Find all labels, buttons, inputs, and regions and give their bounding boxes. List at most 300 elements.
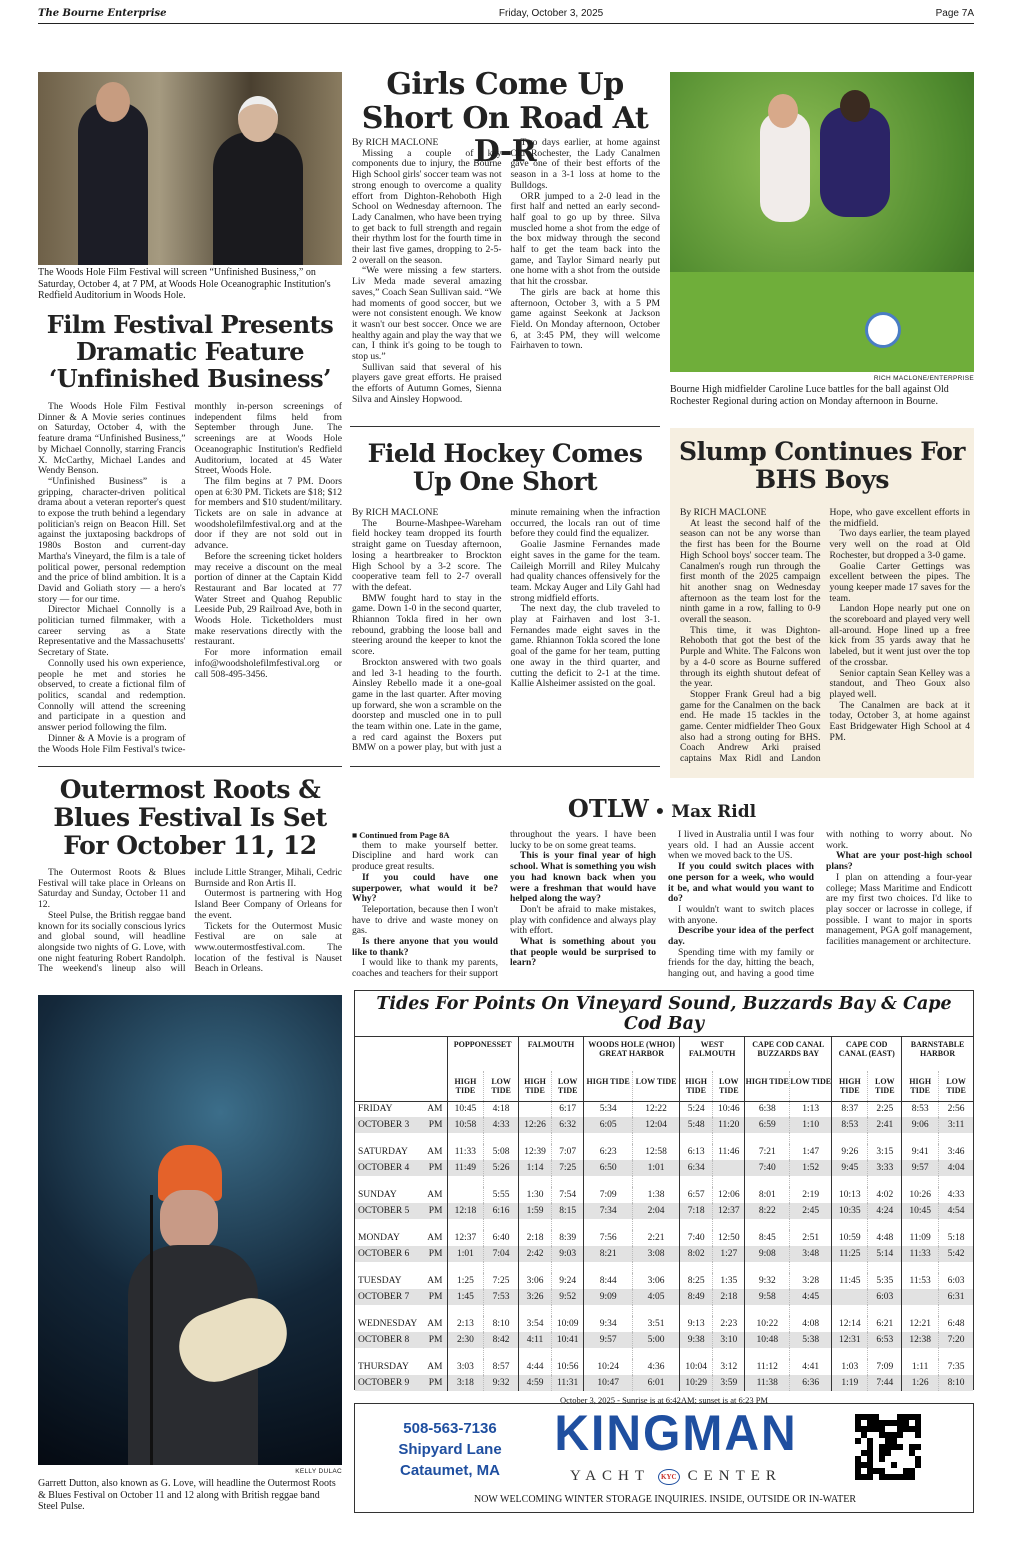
- slump-headline: Slump Continues For BHS Boys: [679, 437, 965, 494]
- tide-time: 1:27: [713, 1246, 745, 1262]
- tide-time: 5:38: [790, 1332, 832, 1348]
- tide-row: [355, 1375, 973, 1391]
- tide-time: 3:10: [713, 1332, 745, 1348]
- tide-time: 1:35: [713, 1273, 745, 1289]
- otlw-article-body: [352, 830, 972, 984]
- film-still-photo: [38, 72, 342, 265]
- tide-time: 12:21: [902, 1316, 939, 1332]
- tide-time: 6:01: [633, 1375, 680, 1391]
- tide-time: 6:03: [939, 1273, 973, 1289]
- ampm: PM: [428, 1120, 443, 1130]
- tide-time: 6:32: [552, 1117, 584, 1133]
- tide-time: 2:42: [518, 1246, 551, 1262]
- tide-row: [355, 1203, 973, 1219]
- day-label: OCTOBER 6: [358, 1249, 410, 1259]
- outermost-article-body: [38, 868, 342, 986]
- tide-time: 9:09: [584, 1289, 633, 1305]
- tide-time: 8:02: [680, 1246, 713, 1262]
- ad-kyc-badge: KYC: [658, 1469, 680, 1485]
- day-label: SUNDAY: [358, 1190, 397, 1200]
- tide-time: 8:57: [484, 1359, 519, 1375]
- ad-center: CENTER: [687, 1468, 782, 1484]
- film-headline: Film Festival Presents Dramatic Feature ‘Unfinished Business’: [46, 310, 334, 393]
- article-paragraph: Tickets for the Outermost Music Festival are on sale at www.outermostfestival.com. The location of the festival is Nauset Beach in Orleans.: [194, 920, 342, 975]
- tide-time: 6:38: [745, 1101, 790, 1117]
- day-label: TUESDAY: [358, 1276, 402, 1286]
- tide-time: 1:52: [790, 1160, 832, 1176]
- low-tide-header: LOW TIDE: [552, 1071, 584, 1101]
- high-tide-header: HIGH TIDE: [902, 1071, 939, 1101]
- issue-date: Friday, October 3, 2025: [498, 8, 604, 19]
- tide-time: 7:07: [552, 1144, 584, 1160]
- tide-time: 3:51: [633, 1316, 680, 1332]
- soccer-photo-caption: Bourne High midfielder Caroline Luce battles for the ball against Old Rochester Regional during action on Monday afternoon in Bourne.: [670, 384, 949, 407]
- article-paragraph: “We were missing a few starters. Liv Meda made several amazing saves,” Coach Sean Sullivan said. “We had moments of good soccer, but we were not consistent enough. We know it wasn't our best soccer. Once we are healthy again and play the way that we can, I think it's going to be tough to stop us.”: [352, 265, 502, 363]
- article-paragraph: At least the second half of the season can not be any worse than the first has been for the Bourne High School boys' soccer team. The Canalmen's rough run through the first month of the 2025 campaign hit another snag on Wednesday afternoon as the team lost for the ninth game in a row, falling to 0-9 overall the season.: [680, 517, 821, 626]
- ad-town: Cataumet, MA: [399, 1462, 500, 1479]
- tide-time: 5:34: [584, 1101, 633, 1117]
- tide-time: 3:28: [790, 1273, 832, 1289]
- ampm: AM: [427, 1319, 443, 1329]
- tide-time: 1:14: [518, 1160, 551, 1176]
- tide-time: 7:09: [584, 1187, 633, 1203]
- tide-time: 1:19: [832, 1375, 868, 1391]
- tide-time: 10:45: [902, 1203, 939, 1219]
- tide-time: 8:21: [584, 1246, 633, 1262]
- article-paragraph: Sullivan said that several of his players gave great efforts. He praised the efforts of Autumn Gomes, Sienna Silva and Ainsley Hopwood.: [352, 361, 502, 405]
- tide-time: 6:17: [552, 1101, 584, 1117]
- otlw-heading: [350, 794, 974, 823]
- tide-time: 10:35: [832, 1203, 868, 1219]
- tide-time: 5:00: [633, 1332, 680, 1348]
- tide-time: 9:26: [832, 1144, 868, 1160]
- article-paragraph: I would like to thank my parents, coaches and teachers for their support throughout the years. I have been lucky to be on some great teams.: [352, 829, 656, 980]
- tide-time: 12:58: [633, 1144, 680, 1160]
- ampm: PM: [428, 1335, 443, 1345]
- article-paragraph: If you could switch places with one person for a week, who would it be, and what would you want to do?: [668, 861, 814, 905]
- soccer-action-photo: [670, 72, 974, 372]
- tide-time: 12:50: [713, 1230, 745, 1246]
- ad-brand-logo: KINGMAN: [554, 1405, 798, 1462]
- article-paragraph: Two days earlier, at home against Old Rochester, the Lady Canalmen gave one of their best efforts of the season in a 3-1 loss at home to the Bulldogs.: [510, 137, 660, 191]
- tide-time: 10:29: [680, 1375, 713, 1391]
- tide-time: [713, 1160, 745, 1176]
- tide-time: 12:37: [447, 1230, 484, 1246]
- article-paragraph: The girls are back at home this afternoon, October 3, with a 5 PM game against Seekonk at Jackson Field. On Monday afternoon, October 6, at 3:45 PM, they will welcome Fairhaven to town.: [510, 286, 660, 352]
- tide-time: 8:49: [680, 1289, 713, 1305]
- article-paragraph: The Woods Hole Film Festival Dinner & A Movie series continues on Saturday, October 4, with the feature drama “Unfinished Business,” by Michael Connolly, starring Francis X. McCarthy, Michael Landes and Wendy Benson.: [38, 401, 186, 477]
- tide-time: 6:05: [584, 1117, 633, 1133]
- day-label: SATURDAY: [358, 1147, 408, 1157]
- tide-location-header: CAPE COD CANAL BUZZARDS BAY: [745, 1037, 832, 1071]
- tide-time: 6:36: [790, 1375, 832, 1391]
- tide-time: 6:53: [868, 1332, 902, 1348]
- article-paragraph: Spending time with my family or friends for the day, hitting the beach, hanging out, and having a good time with nothing to worry about. No work.: [668, 829, 972, 980]
- tide-time: 7:25: [552, 1160, 584, 1176]
- byline: By RICH MACLONE: [680, 507, 767, 518]
- tide-time: 6:13: [680, 1144, 713, 1160]
- tide-time: 8:25: [680, 1273, 713, 1289]
- tide-time: 8:39: [552, 1230, 584, 1246]
- article-paragraph: Goalie Jasmine Fernandes made eight saves in the game for the team. Caileigh Morrill and Riley Mulcahy had quality chances offensively for the team. Mckay Auger and Lily Gahl had strong midfield efforts.: [510, 539, 660, 604]
- tide-time: 2:51: [790, 1230, 832, 1246]
- tide-time: 7:40: [680, 1230, 713, 1246]
- tide-time: 7:25: [484, 1273, 519, 1289]
- tide-time: 6:48: [939, 1316, 973, 1332]
- tide-time: 9:03: [552, 1246, 584, 1262]
- tide-time: 4:05: [633, 1289, 680, 1305]
- tide-time: [902, 1289, 939, 1305]
- article-paragraph: them to make yourself better. Discipline and hard work can produce great results.: [352, 839, 498, 873]
- tide-time: 8:53: [902, 1101, 939, 1117]
- otlw-title: OTLW: [567, 794, 649, 823]
- tide-time: 5:26: [484, 1160, 519, 1176]
- tide-time: 1:30: [518, 1187, 551, 1203]
- tide-time: 6:23: [584, 1144, 633, 1160]
- day-label: OCTOBER 3: [358, 1120, 410, 1130]
- tide-time: 4:44: [518, 1359, 551, 1375]
- article-paragraph: Landon Hope nearly put one on the scoreboard and played very well all-around. Hope lined up a free kick from 35 yards away that he labeled, but it went just over the top of the crossbar.: [829, 603, 970, 668]
- tide-time: 6:16: [484, 1203, 519, 1219]
- concert-photo-caption: Garrett Dutton, also known as G. Love, will headline the Outermost Roots & Blues Festival on October 11 and 12 along with British reggae band Steel Pulse.: [38, 1478, 336, 1512]
- article-paragraph: The next day, the club traveled to play at Fairhaven and lost 3-1. Fernandes made eight saves in the game. Rhiannon Tokla scored the lone goal of the game for her team, putting one away in the third quarter, and cutting the deficit to 2-1 at the time. Kallie Alsheimer assisted on the goal.: [510, 603, 660, 690]
- tide-time: [447, 1187, 484, 1203]
- tide-time: 6:57: [680, 1187, 713, 1203]
- ampm: PM: [428, 1163, 443, 1173]
- tide-time: 12:06: [713, 1187, 745, 1203]
- tide-table: [355, 1037, 973, 1391]
- day-label: OCTOBER 5: [358, 1206, 410, 1216]
- qr-code-icon[interactable]: [855, 1414, 921, 1480]
- tide-row: [355, 1117, 973, 1133]
- tide-time: 3:26: [518, 1289, 551, 1305]
- article-paragraph: Steel Pulse, the British reggae band known for its socially conscious lyrics and global sound, will headline alongside two nights of G. Love, with one night featuring Robert Randolph. The weekend's lineup also will include Little Stranger, Mihali, Cedric Burnside and Ron Artis II.: [38, 867, 342, 975]
- high-tide-header: HIGH TIDE: [680, 1071, 713, 1101]
- ad-yacht: YACHT: [570, 1468, 651, 1484]
- tide-time: 12:38: [902, 1332, 939, 1348]
- article-paragraph: This is your final year of high school. What is something you wish you had known back when you were a freshman that would have helped along the way?: [510, 850, 656, 905]
- tide-time: 4:33: [939, 1187, 973, 1203]
- article-paragraph: Don't be afraid to make mistakes, play with confidence and always play with effort.: [510, 903, 656, 937]
- tide-time: 10:47: [584, 1375, 633, 1391]
- tide-time: 2:13: [447, 1316, 484, 1332]
- tide-time: 10:13: [832, 1187, 868, 1203]
- tide-time: 9:58: [745, 1289, 790, 1305]
- ampm: AM: [427, 1362, 443, 1372]
- tide-time: 1:03: [832, 1359, 868, 1375]
- tide-time: 3:08: [633, 1246, 680, 1262]
- sun-times: October 3, 2025 - Sunrise is at 6:42AM; sunset is at 6:23 PM: [559, 1395, 768, 1405]
- tide-time: 3:48: [790, 1246, 832, 1262]
- tide-time: 9:52: [552, 1289, 584, 1305]
- tide-time: 3:18: [447, 1375, 484, 1391]
- tide-location-header: WEST FALMOUTH: [680, 1037, 745, 1071]
- tide-time: 3:46: [939, 1144, 973, 1160]
- tide-time: 4:18: [484, 1101, 519, 1117]
- tide-time: 10:45: [447, 1101, 484, 1117]
- tide-time: 1:38: [633, 1187, 680, 1203]
- tide-time: 4:24: [868, 1203, 902, 1219]
- tide-time: 9:06: [902, 1117, 939, 1133]
- tide-time: 10:09: [552, 1316, 584, 1332]
- concert-photo-credit: KELLY DULAC: [295, 1468, 342, 1475]
- tide-time: 4:54: [939, 1203, 973, 1219]
- tide-time: 5:24: [680, 1101, 713, 1117]
- tide-time: 5:42: [939, 1246, 973, 1262]
- tide-time: 12:39: [518, 1144, 551, 1160]
- tide-time: 10:04: [680, 1359, 713, 1375]
- tide-location-header: POPPONESSET: [447, 1037, 518, 1071]
- tide-time: 1:01: [447, 1246, 484, 1262]
- article-paragraph: Outermost is partnering with Hog Island Beer Company of Orleans for the event.: [194, 888, 342, 921]
- article-paragraph: BMW fought hard to stay in the game. Down 1-0 in the second quarter, Rhiannon Tokla fired in her own rebound, grabbing the loose ball and steering around the keeper to knot the score.: [352, 592, 502, 658]
- article-paragraph: Teleportation, because then I won't have to drive and waste money on gas.: [352, 903, 498, 937]
- tide-time: 6:40: [484, 1230, 519, 1246]
- tide-time: 10:59: [832, 1230, 868, 1246]
- ad-street: Shipyard Lane: [398, 1441, 502, 1458]
- tide-time: [832, 1289, 868, 1305]
- tide-time: 3:06: [633, 1273, 680, 1289]
- article-paragraph: Brockton answered with two goals and led 3-1 heading to the fourth. Ainsley Rebello made it a one-goal game in the last quarter. After moving up forward, she won a scramble on the doorstep and muscled one in to pull the team within one. Late in the game, a red card against the Boxers put BMW on a power play, but with just a minute remaining when the infraction occurred, the locals ran out of time before they could find the equalizer.: [352, 507, 660, 754]
- article-paragraph: Missing a couple of key components due to injury, the Bourne High School girls' soccer team was not strong enough to overcome a quality effort from Dighton-Rehoboth High School on Wednesday afternoon. The Lady Canalmen, who have been trying to get back to full strength and regain their rhythm lost for the fourth time in their last five games, dropping to 2-5-2 overall on the season.: [352, 147, 502, 266]
- tide-time: 9:41: [902, 1144, 939, 1160]
- outermost-headline: Outermost Roots & Blues Festival Is Set For October 11, 12: [53, 775, 327, 860]
- tide-time: 8:37: [832, 1101, 868, 1117]
- tide-row: [355, 1101, 973, 1117]
- tide-time: 11:25: [832, 1246, 868, 1262]
- article-paragraph: ORR jumped to a 2-0 lead in the first half and netted an early second-half goal to go up by three. Silva muscled home a shot from the edge of the box midway through the second half to get the team back into the game, and Taylor Simard nearly put one home with a shot from the outside that hit the crossbar.: [510, 190, 660, 288]
- tide-time: 6:50: [584, 1160, 633, 1176]
- tide-time: 2:56: [939, 1101, 973, 1117]
- tide-time: 3:03: [447, 1359, 484, 1375]
- tide-time: 7:04: [484, 1246, 519, 1262]
- film-article-body: [38, 402, 342, 758]
- tide-time: 11:38: [745, 1375, 790, 1391]
- kingman-ad[interactable]: [354, 1403, 974, 1513]
- tide-time: 8:45: [745, 1230, 790, 1246]
- ampm: PM: [428, 1206, 443, 1216]
- tide-time: 7:40: [745, 1160, 790, 1176]
- tide-time: 8:10: [484, 1316, 519, 1332]
- tide-time: 11:33: [902, 1246, 939, 1262]
- tide-time: 7:20: [939, 1332, 973, 1348]
- tide-time: [518, 1101, 551, 1117]
- tide-time: 8:10: [939, 1375, 973, 1391]
- tide-time: 6:34: [680, 1160, 713, 1176]
- high-tide-header: HIGH TIDE: [518, 1071, 551, 1101]
- tide-time: 10:22: [745, 1316, 790, 1332]
- article-paragraph: Dinner & A Movie is a program of the Woods Hole Film Festival's twice-monthly in-person screenings of independent films held from September through June. The screenings are at Woods Hole Oceanographic Institution's Redfield Auditorium, located at 45 Water Street, Woods Hole.: [38, 401, 342, 755]
- article-paragraph: The Bourne-Mashpee-Wareham field hockey team dropped its fourth straight game on Tuesday afternoon, losing a heartbreaker to Brockton High School by a 3-2 score. The cooperative team fell to 2-7 overall with the defeat.: [352, 517, 502, 593]
- tide-time: 9:13: [680, 1316, 713, 1332]
- tide-time: 2:30: [447, 1332, 484, 1348]
- article-paragraph: I wouldn't want to switch places with anyone.: [668, 903, 814, 926]
- tide-time: 11:53: [902, 1273, 939, 1289]
- tide-time: 10:48: [745, 1332, 790, 1348]
- low-tide-header: LOW TIDE: [713, 1071, 745, 1101]
- hockey-headline: Field Hockey Comes Up One Short: [367, 439, 643, 496]
- otlw-subtitle: • Max Ridl: [654, 802, 757, 822]
- tide-time: 5:14: [868, 1246, 902, 1262]
- article-paragraph: The Outermost Roots & Blues Festival will take place in Orleans on Saturday and Sunday, October 11 and 12.: [38, 867, 186, 911]
- tide-location-header: CAPE COD CANAL (EAST): [832, 1037, 902, 1071]
- hockey-article-body: [352, 508, 660, 764]
- day-label: OCTOBER 7: [358, 1292, 410, 1302]
- byline: By RICH MACLONE: [352, 137, 439, 148]
- tide-time: 3:15: [868, 1144, 902, 1160]
- ampm: AM: [427, 1104, 443, 1115]
- continued-note: ■ Continued from Page 8A: [352, 830, 450, 840]
- day-label: WEDNESDAY: [358, 1319, 418, 1329]
- day-label: OCTOBER 8: [358, 1335, 410, 1345]
- tide-time: 2:41: [868, 1117, 902, 1133]
- masthead: The Bourne Enterprise: [38, 8, 167, 19]
- tide-time: 4:11: [518, 1332, 551, 1348]
- tide-time: 4:02: [868, 1187, 902, 1203]
- tide-row: [355, 1144, 973, 1160]
- tide-time: 5:18: [939, 1230, 973, 1246]
- tide-time: 2:25: [868, 1101, 902, 1117]
- tide-time: 2:21: [633, 1230, 680, 1246]
- tide-row: [355, 1359, 973, 1375]
- article-paragraph: I lived in Australia until I was four years old. I had an Aussie accent when we moved back to the US.: [668, 829, 814, 862]
- ampm: PM: [428, 1378, 443, 1388]
- tide-time: 3:12: [713, 1359, 745, 1375]
- tide-time: 10:24: [584, 1359, 633, 1375]
- tide-time: 1:25: [447, 1273, 484, 1289]
- page-number: Page 7A: [935, 8, 974, 19]
- tide-time: 3:54: [518, 1316, 551, 1332]
- tide-table-title: Tides For Points On Vineyard Sound, Buzzards Bay & Cape Cod Bay: [355, 991, 973, 1037]
- tide-time: 1:47: [790, 1144, 832, 1160]
- article-paragraph: What is something about you that people would be surprised to learn?: [510, 936, 656, 969]
- tide-time: 8:53: [832, 1117, 868, 1133]
- article-paragraph: I plan on attending a four-year college; Mass Maritime and Endicott are my first two choices. I'd like to play soccer or lacrosse in college, if possible. I want to major in sports management, PGA golf management, facilities management or architecture.: [826, 871, 972, 948]
- tide-time: 7:09: [868, 1359, 902, 1375]
- article-paragraph: What are your post-high school plans?: [826, 850, 972, 873]
- tide-time: 1:26: [902, 1375, 939, 1391]
- ampm: AM: [427, 1190, 443, 1200]
- article-paragraph: Connolly used his own experience, people he met and stories he observed, to create a fictional film of politics, scandal and redemption. Connolly will attend the screening and participate in a question and answer period following the film.: [38, 657, 186, 734]
- tide-time: 7:21: [745, 1144, 790, 1160]
- article-paragraph: Describe your idea of the perfect day.: [668, 925, 814, 948]
- tide-time: 2:23: [713, 1316, 745, 1332]
- tide-time: 8:42: [484, 1332, 519, 1348]
- film-photo-caption: The Woods Hole Film Festival will screen “Unfinished Business,” on Saturday, October 4, at 7 PM, at Woods Hole Oceanographic Institution's Redfield Auditorium in Woods Hole.: [38, 267, 331, 301]
- low-tide-header: LOW TIDE: [939, 1071, 973, 1101]
- tide-time: 11:09: [902, 1230, 939, 1246]
- low-tide-header: LOW TIDE: [633, 1071, 680, 1101]
- day-label: MONDAY: [358, 1233, 400, 1243]
- tide-time: 4:41: [790, 1359, 832, 1375]
- tide-location-header: BARNSTABLE HARBOR: [902, 1037, 973, 1071]
- tide-time: 10:56: [552, 1359, 584, 1375]
- tide-time: 9:32: [484, 1375, 519, 1391]
- high-tide-header: HIGH TIDE: [745, 1071, 790, 1101]
- tide-time: 1:45: [447, 1289, 484, 1305]
- low-tide-header: LOW TIDE: [790, 1071, 832, 1101]
- tide-time: 11:12: [745, 1359, 790, 1375]
- girls-article-body: [352, 138, 660, 420]
- tide-time: 10:26: [902, 1187, 939, 1203]
- tide-time: 2:45: [790, 1203, 832, 1219]
- tide-time: 5:55: [484, 1187, 519, 1203]
- tide-time: 7:34: [584, 1203, 633, 1219]
- tide-row: [355, 1316, 973, 1332]
- ad-phone: 508-563-7136: [403, 1420, 497, 1437]
- tide-row: [355, 1332, 973, 1348]
- tide-time: 6:21: [868, 1316, 902, 1332]
- tide-time: 7:54: [552, 1187, 584, 1203]
- tide-time: 8:44: [584, 1273, 633, 1289]
- tide-time: 11:45: [832, 1273, 868, 1289]
- tide-time: 9:57: [902, 1160, 939, 1176]
- tide-time: 11:20: [713, 1117, 745, 1133]
- article-paragraph: This time, it was Dighton-Rehoboth that got the best of the Purple and White. The Falcons won by a 4-0 score as Bourne suffered through its eighth shutout defeat of the year.: [680, 624, 821, 690]
- tide-time: 9:32: [745, 1273, 790, 1289]
- tide-time: 4:08: [790, 1316, 832, 1332]
- tide-time: 4:59: [518, 1375, 551, 1391]
- ampm: PM: [428, 1292, 443, 1302]
- article-paragraph: Director Michael Connolly is a politician turned filmmaker, with a career serving as a State Representative and the Massachusetts' Secretary of State.: [38, 604, 186, 659]
- high-tide-header: HIGH TIDE: [584, 1071, 633, 1101]
- tide-time: 2:18: [713, 1289, 745, 1305]
- low-tide-header: LOW TIDE: [868, 1071, 902, 1101]
- tide-time: 3:06: [518, 1273, 551, 1289]
- article-paragraph: Is there anyone that you would like to thank?: [352, 936, 498, 958]
- tide-time: 5:48: [680, 1117, 713, 1133]
- tide-time: 12:31: [832, 1332, 868, 1348]
- tide-location-header: WOODS HOLE (WHOI) GREAT HARBOR: [584, 1037, 680, 1071]
- tide-row: [355, 1273, 973, 1289]
- article-paragraph: If you could have one superpower, what would it be? Why?: [352, 871, 498, 905]
- tide-time: 4:04: [939, 1160, 973, 1176]
- tide-time: 9:08: [745, 1246, 790, 1262]
- tide-time: 2:18: [518, 1230, 551, 1246]
- soccer-photo-credit: RICH MACLONE/ENTERPRISE: [873, 375, 974, 382]
- tide-time: 8:01: [745, 1187, 790, 1203]
- tide-time: 10:41: [552, 1332, 584, 1348]
- ampm: PM: [428, 1249, 443, 1259]
- low-tide-header: LOW TIDE: [484, 1071, 519, 1101]
- day-label: FRIDAY: [358, 1104, 393, 1115]
- tide-time: 12:26: [518, 1117, 551, 1133]
- tide-time: 12:37: [713, 1203, 745, 1219]
- tide-time: 1:11: [902, 1359, 939, 1375]
- article-paragraph: The film begins at 7 PM. Doors open at 6:30 PM. Tickets are $18; $12 for members and $10 student/military. Tickets are on sale in advance at woodsholefilmfestival.org and at the door if they are not sold out in advance.: [194, 475, 342, 552]
- tide-time: 11:46: [713, 1144, 745, 1160]
- ampm: AM: [427, 1233, 443, 1243]
- tide-time: 7:53: [484, 1289, 519, 1305]
- tide-time: 9:45: [832, 1160, 868, 1176]
- tide-time: 11:49: [447, 1160, 484, 1176]
- tide-row: [355, 1187, 973, 1203]
- article-paragraph: The Canalmen are back at it today, October 3, at home against East Bridgewater High School at 4 PM.: [829, 699, 970, 743]
- tide-time: 2:19: [790, 1187, 832, 1203]
- tide-time: 1:01: [633, 1160, 680, 1176]
- ampm: AM: [427, 1276, 443, 1286]
- tide-time: 6:03: [868, 1289, 902, 1305]
- tide-time: 3:59: [713, 1375, 745, 1391]
- article-paragraph: For more information email info@woodsholefilmfestival.org or call 508-495-3456.: [194, 647, 342, 680]
- tide-time: 7:44: [868, 1375, 902, 1391]
- tide-time: 9:38: [680, 1332, 713, 1348]
- article-paragraph: Senior captain Sean Kelley was a standout, and Theo Goux also played well.: [829, 667, 970, 700]
- tide-time: 9:34: [584, 1316, 633, 1332]
- tide-time: 4:36: [633, 1359, 680, 1375]
- article-paragraph: “Unfinished Business” is a gripping, character-driven political drama about a veteran reporter's quest to expose the truth behind a legendary politician's reign on Beacon Hill. Set against the juxtaposing backdrops of 1980s Boston and current-day Martha's Vineyard, the film is a tale of political power, personal redemption and the price of blind ambition. It is a David and Goliath story — a hero's story — for our time.: [38, 475, 186, 605]
- slump-article-body: [680, 508, 970, 772]
